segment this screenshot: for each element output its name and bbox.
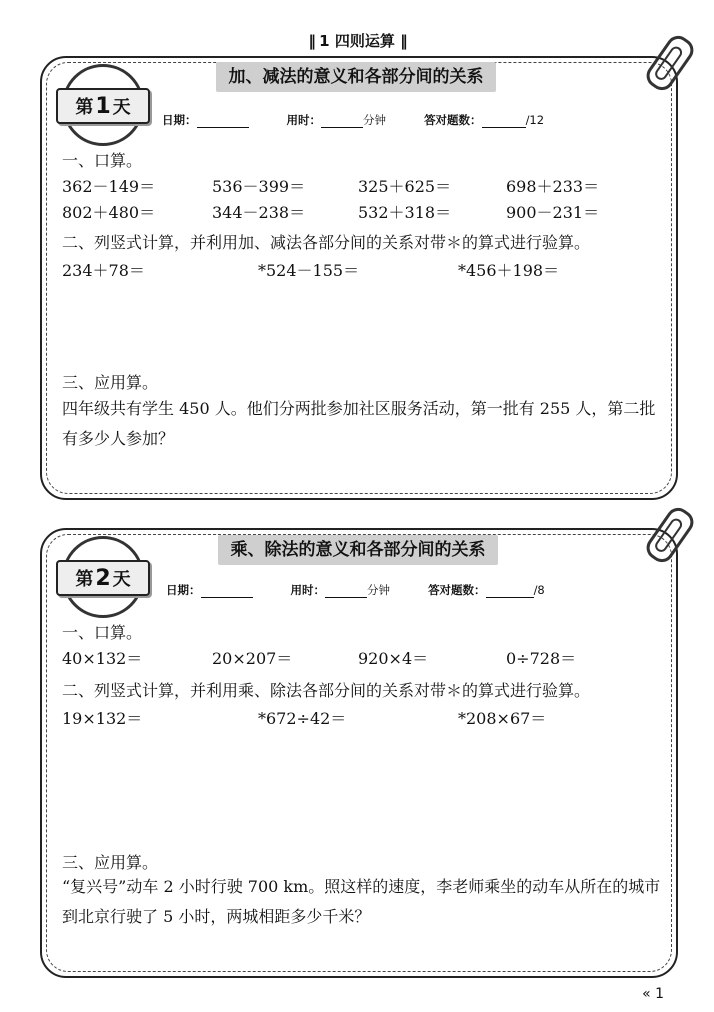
date-field[interactable] (197, 127, 249, 128)
oral-item: 532＋318＝ (358, 203, 452, 222)
date-field[interactable] (201, 597, 253, 598)
day1-badge (62, 64, 144, 146)
correct-field[interactable] (482, 127, 526, 128)
oral-item: 920×4＝ (358, 649, 429, 668)
oral-item: 40×132＝ (62, 649, 143, 668)
day2-section2-title: 二、列竖式计算，并利用乘、除法各部分间的关系对带＊的算式进行验算。 (62, 681, 591, 700)
day2-meta (166, 582, 545, 598)
oral-item: 20×207＝ (212, 649, 293, 668)
chapter-title: ‖ 1 四则运算 ‖ (308, 32, 406, 50)
time-field[interactable] (321, 127, 363, 128)
oral-item: 802＋480＝ (62, 203, 156, 222)
day2-section1-title: 一、口算。 (62, 623, 143, 642)
day1-section3-title: 三、应用算。 (62, 373, 159, 392)
time-label: 用时： (286, 113, 322, 127)
day2-word-problem: “复兴号”动车 2 小时行驶 700 km。照这样的速度，李老师乘坐的动车从所在的城市到北京行驶了 5 小时，两城相距多少千米？ (62, 877, 661, 926)
day2-section3-title: 三、应用算。 (62, 853, 159, 872)
vertical-item: *208×67＝ (458, 709, 547, 728)
day1-section1-title: 一、口算。 (62, 151, 143, 170)
day2-badge-label: 第 2 天 (56, 560, 150, 596)
oral-item: 698＋233＝ (506, 177, 600, 196)
oral-item: 0÷728＝ (506, 649, 577, 668)
total-count: /12 (525, 113, 545, 127)
correct-label: 答对题数： (428, 583, 486, 597)
vertical-item: *672÷42＝ (258, 709, 347, 728)
vertical-item: *456＋198＝ (458, 261, 560, 280)
correct-label: 答对题数： (424, 113, 482, 127)
oral-item: 900－231＝ (506, 203, 600, 222)
time-unit: 分钟 (367, 583, 391, 597)
vertical-item: 19×132＝ (62, 709, 143, 728)
day2-topic-banner: 乘、除法的意义和各部分间的关系 (218, 535, 498, 565)
chapter-title-text: 1 四则运算 (319, 32, 395, 50)
day1-meta (162, 112, 544, 128)
total-count: /8 (533, 583, 545, 597)
day1-section2-title: 二、列竖式计算，并利用加、减法各部分间的关系对带＊的算式进行验算。 (62, 233, 591, 252)
vertical-item: *524－155＝ (258, 261, 360, 280)
day2-badge (62, 536, 144, 618)
date-label: 日期： (166, 583, 201, 597)
day1-word-problem: 四年级共有学生 450 人。他们分两批参加社区服务活动，第一批有 255 人，第二批有多少人参加？ (62, 399, 656, 448)
oral-item: 536－399＝ (212, 177, 306, 196)
time-unit: 分钟 (363, 113, 387, 127)
date-label: 日期： (162, 113, 197, 127)
time-field[interactable] (325, 597, 367, 598)
oral-item: 362－149＝ (62, 177, 156, 196)
day1-topic-banner: 加、减法的意义和各部分间的关系 (216, 62, 496, 92)
time-label: 用时： (290, 583, 326, 597)
vertical-item: 234＋78＝ (62, 261, 145, 280)
correct-field[interactable] (486, 597, 534, 598)
day1-badge-label: 第 1 天 (56, 88, 150, 124)
oral-item: 325＋625＝ (358, 177, 452, 196)
page-number: « 1 (642, 986, 664, 1002)
oral-item: 344－238＝ (212, 203, 306, 222)
